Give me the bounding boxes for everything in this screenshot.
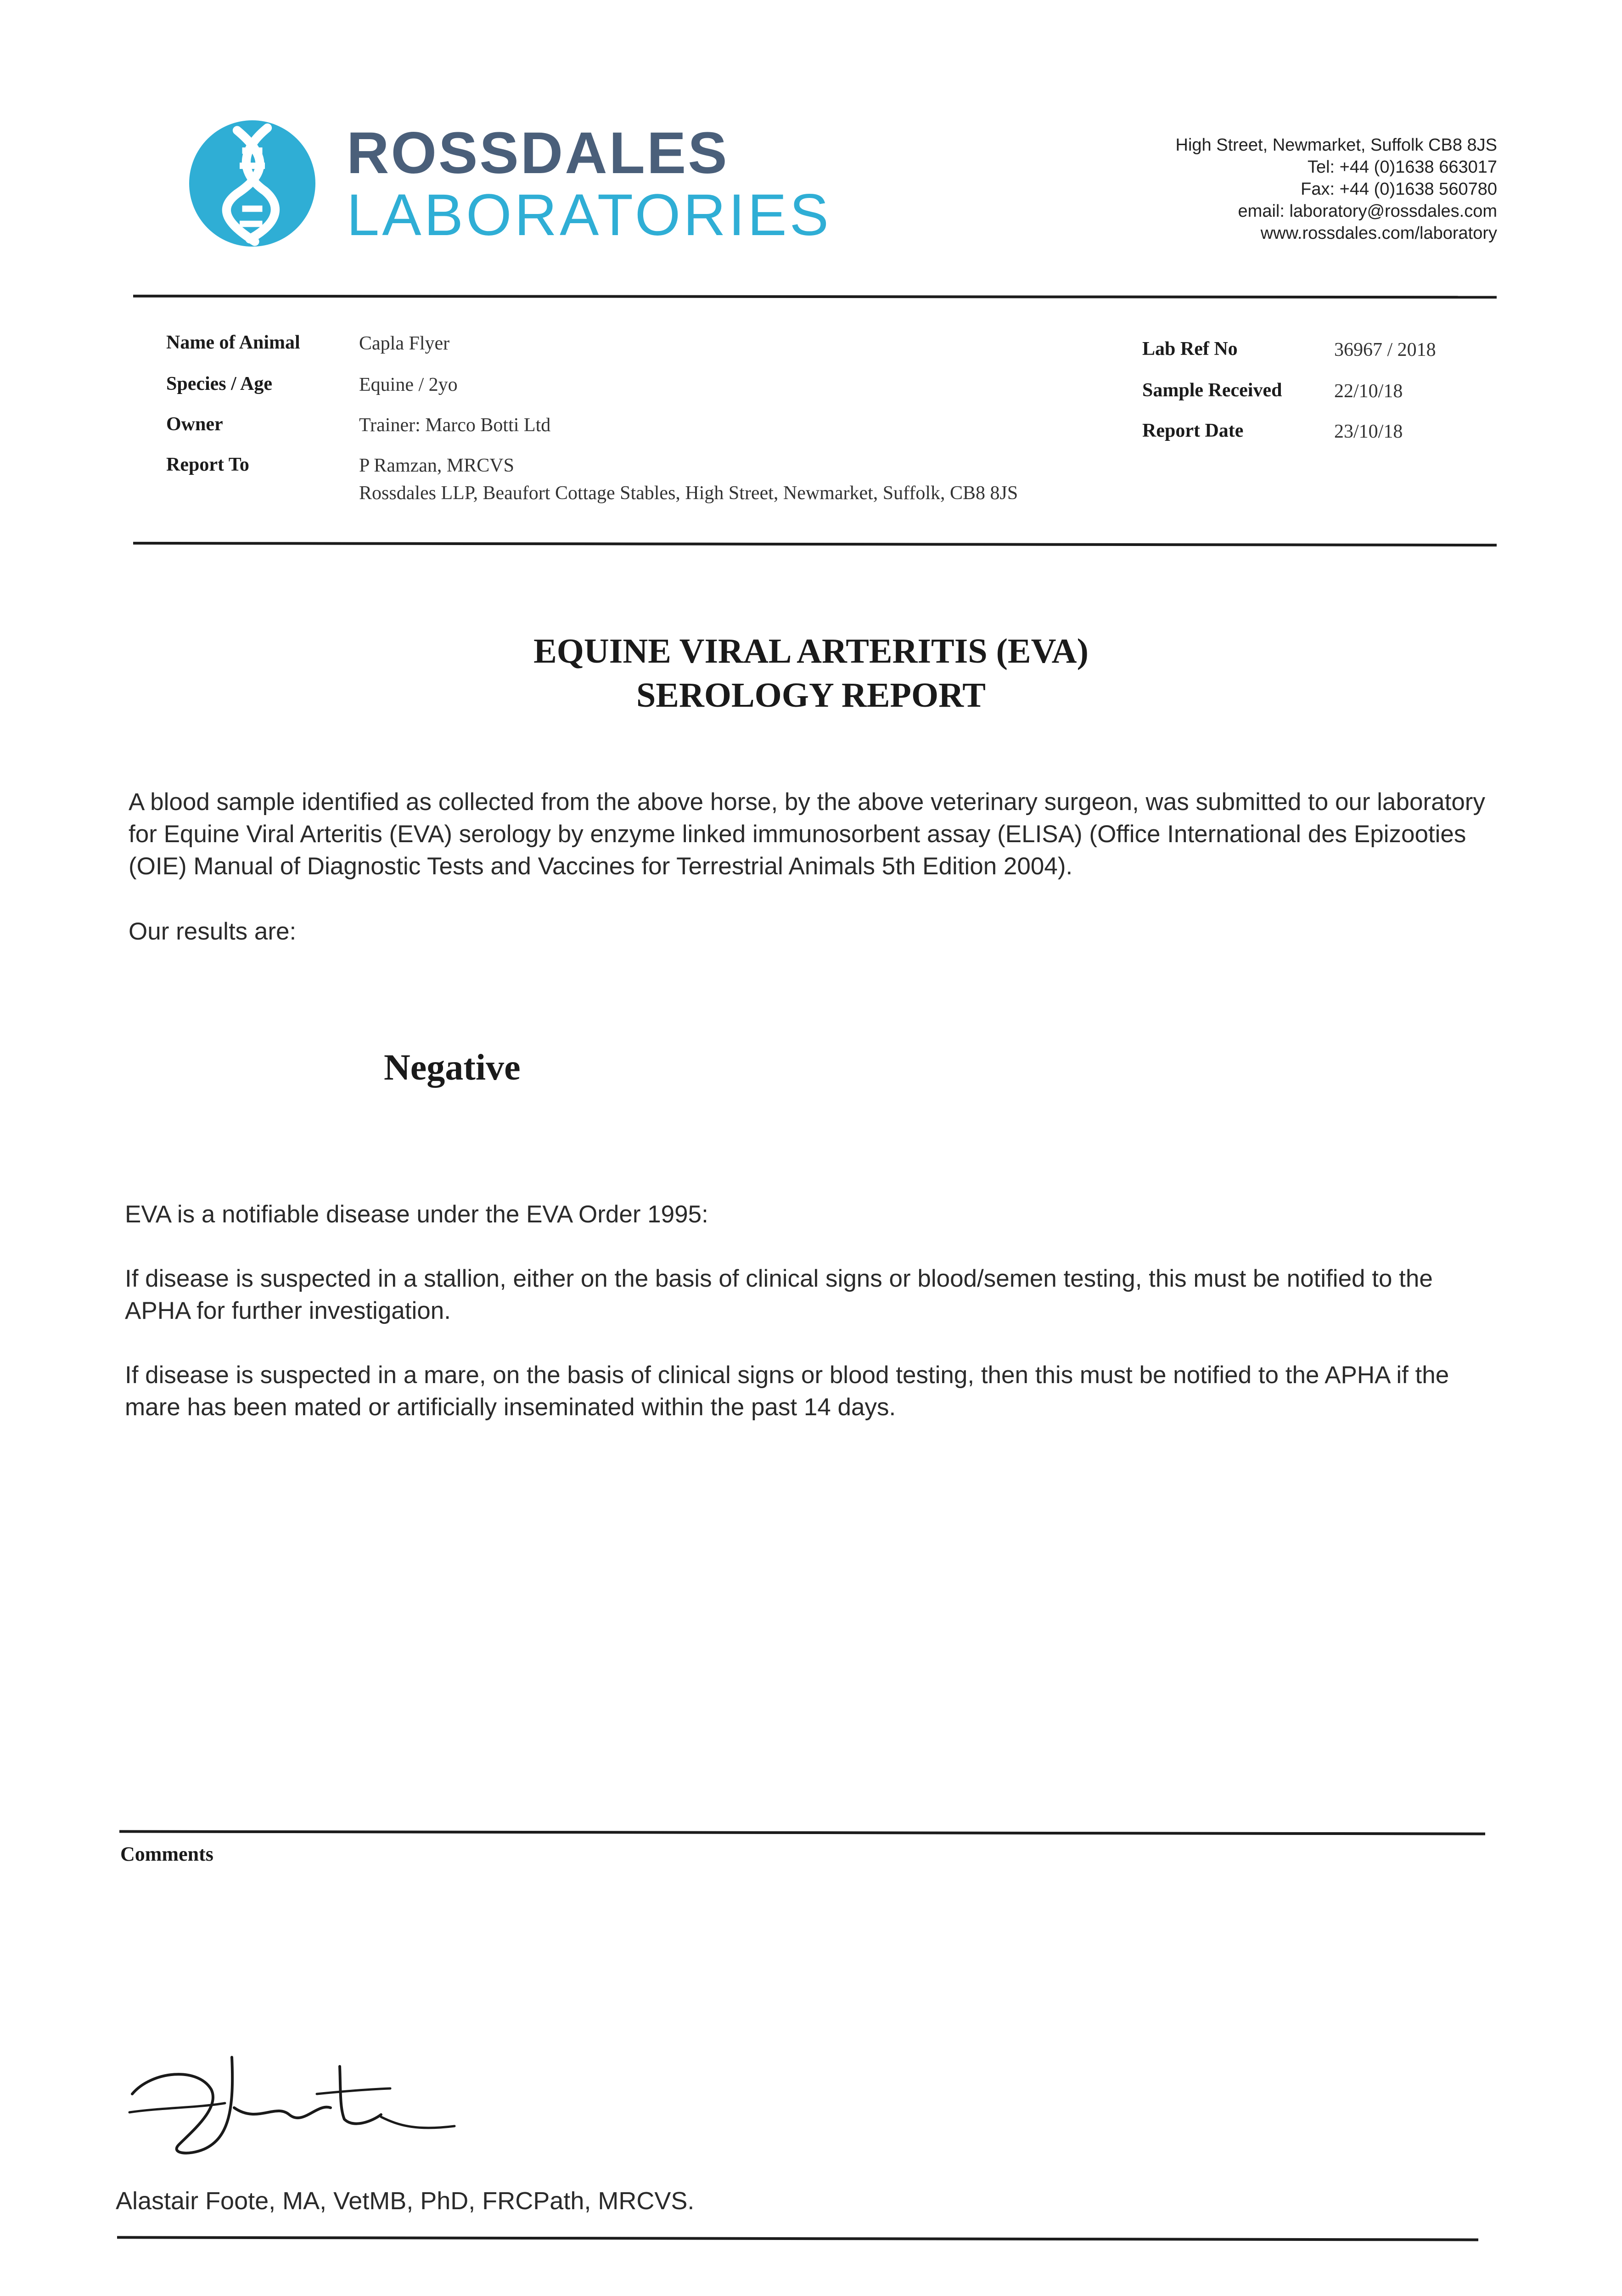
sample-received-value: 22/10/18: [1334, 381, 1403, 402]
contact-email[interactable]: email: laboratory@rossdales.com: [1238, 202, 1497, 221]
comments-divider: [119, 1830, 1485, 1835]
report-to-name: P Ramzan, MRCVS: [359, 455, 514, 476]
contact-address: High Street, Newmarket, Suffolk CB8 8JS: [1175, 135, 1497, 155]
report-title: [0, 629, 1622, 717]
signatory-name: Alastair Foote, MA, VetMB, PhD, FRCPath, MRCVS.: [116, 2187, 695, 2215]
lab-ref-label: Lab Ref No: [1142, 338, 1238, 360]
report-to-label: Report To: [166, 454, 249, 475]
signature: [124, 2039, 473, 2158]
contact-block: [992, 134, 1497, 244]
report-title-line1: EQUINE VIRAL ARTERITIS (EVA): [533, 632, 1089, 670]
header-divider: [133, 295, 1497, 299]
brand-subname: LABORATORIES: [347, 182, 831, 248]
report-title-line2: SEROLOGY REPORT: [636, 676, 986, 715]
owner-value: Trainer: Marco Botti Ltd: [359, 415, 551, 436]
comments-label: Comments: [120, 1843, 213, 1865]
sample-received-label: Sample Received: [1142, 380, 1282, 401]
results-intro: Our results are:: [129, 918, 297, 945]
intro-paragraph: A blood sample identified as collected from the above horse, by the above veterinary surgeon, was submitted to our laboratory for Equine Viral Arteritis (EVA) serology by enzyme linked immunosorbent assay (ELISA) (Office International des Epizooties (OIE) Manual of Diagnostic Tests and Vaccines for Terrestrial Animals 5th Edition 2004).: [129, 788, 1485, 880]
details-divider: [133, 542, 1497, 546]
stallion-paragraph: If disease is suspected in a stallion, either on the basis of clinical signs or blood/semen testing, this must be notified to the APHA for further investigation.: [125, 1265, 1433, 1324]
contact-fax: Fax: +44 (0)1638 560780: [1301, 180, 1497, 199]
contact-tel: Tel: +44 (0)1638 663017: [1307, 158, 1497, 177]
owner-label: Owner: [166, 414, 223, 435]
notifiable-statement: EVA is a notifiable disease under the EVA Order 1995:: [125, 1201, 708, 1228]
animal-name-label: Name of Animal: [166, 332, 300, 353]
lab-ref-value: 36967 / 2018: [1334, 339, 1436, 360]
report-date-value: 23/10/18: [1334, 421, 1403, 442]
mare-paragraph: If disease is suspected in a mare, on the basis of clinical signs or blood testing, then this must be notified to the APHA if the mare has been mated or artificially inseminated within the past 14 days.: [125, 1362, 1449, 1421]
brand-name: ROSSDALES: [347, 120, 729, 186]
species-age-label: Species / Age: [166, 373, 272, 394]
animal-name-value: Capla Flyer: [359, 333, 450, 354]
report-date-label: Report Date: [1142, 420, 1244, 441]
species-age-value: Equine / 2yo: [359, 374, 458, 395]
test-result: Negative: [384, 1047, 521, 1088]
footer-divider: [117, 2236, 1478, 2241]
dna-helix-icon: [189, 120, 315, 247]
contact-website[interactable]: www.rossdales.com/laboratory: [1260, 224, 1497, 243]
report-to-address: Rossdales LLP, Beaufort Cottage Stables, High Street, Newmarket, Suffolk, CB8 8JS: [359, 483, 1018, 504]
